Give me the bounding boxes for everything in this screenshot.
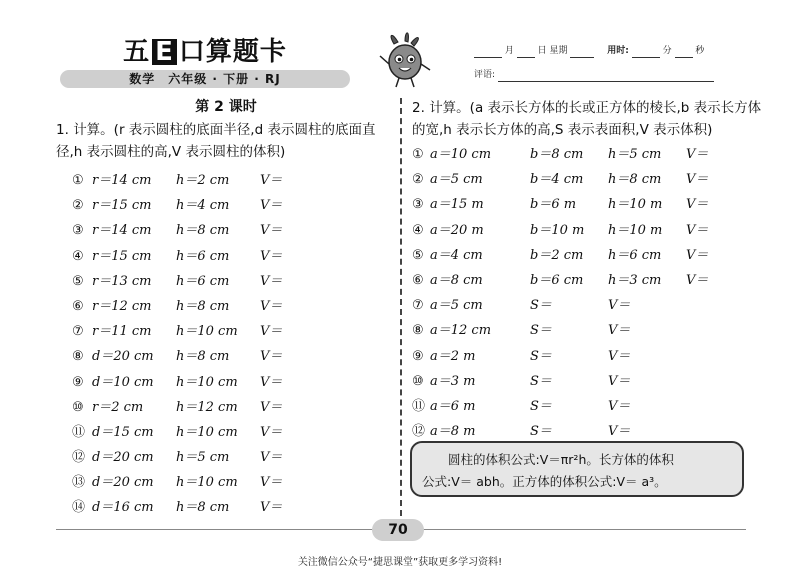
q1-row	[56, 269, 396, 294]
q2-cell-a: a＝5 cm	[430, 298, 483, 314]
q2-cell-b: S＝	[530, 298, 552, 314]
q1-cell-c: V＝	[260, 349, 283, 365]
q1-cell-c: V＝	[260, 374, 283, 390]
q2-cell-c: h＝10 m	[608, 222, 663, 238]
q2-cell-d: V＝	[686, 247, 709, 263]
q2-cell-a: a＝4 cm	[430, 247, 483, 263]
q1-cell-b: h＝10 cm	[176, 324, 238, 340]
q2-cell-b: b＝6 cm	[530, 272, 584, 288]
q2-cell-idx: ⑦	[412, 298, 424, 314]
q1-cell-idx: ⑭	[72, 500, 86, 516]
q1-cell-c: V＝	[260, 475, 283, 491]
q1-cell-b: h＝2 cm	[176, 173, 230, 188]
q1-cell-b: h＝10 cm	[176, 475, 238, 491]
q1-cell-c: V＝	[260, 223, 283, 239]
q2-cell-a: a＝2 m	[430, 348, 476, 364]
q1-cell-a: r＝15 cm	[92, 248, 152, 264]
q1-cell-a: d＝10 cm	[92, 374, 154, 390]
minute-blank[interactable]	[632, 48, 660, 58]
q2-row	[412, 394, 762, 419]
q2-cell-b: S＝	[530, 398, 552, 414]
q2-cell-a: a＝8 cm	[430, 272, 483, 288]
q1-row	[56, 420, 396, 445]
q1-cell-b: h＝8 cm	[176, 298, 230, 314]
q2-cell-a: a＝8 m	[430, 424, 476, 440]
weekday-blank[interactable]	[570, 48, 594, 58]
q2-cell-b: S＝	[530, 323, 552, 339]
q2-cell-b: S＝	[530, 373, 552, 389]
lesson-title: 第 2 课时	[195, 99, 257, 115]
q1-row	[56, 395, 396, 420]
q2-row	[412, 268, 762, 293]
q1-cell-a: d＝20 cm	[92, 349, 154, 365]
q2-row	[412, 369, 762, 394]
q2-row	[412, 192, 762, 217]
q1-cell-c: V＝	[260, 500, 283, 516]
q2-cell-c: h＝6 cm	[608, 247, 662, 263]
q1-cell-c: V＝	[260, 324, 283, 340]
q2-row	[412, 344, 762, 369]
q1-cell-a: r＝2 cm	[92, 399, 144, 415]
formula-box	[410, 441, 744, 497]
q1-cell-a: d＝20 cm	[92, 450, 154, 466]
q2-cell-idx: ⑪	[412, 398, 426, 414]
q2-cell-idx: ①	[412, 147, 424, 162]
q2-row	[412, 293, 762, 318]
q2-cell-c: h＝8 cm	[608, 172, 662, 188]
q2-cell-c: V＝	[608, 323, 631, 339]
q2-cell-c: V＝	[608, 398, 631, 414]
q1-cell-a: r＝13 cm	[92, 273, 152, 289]
q1-cell-idx: ⑪	[72, 424, 86, 440]
q1-cell-a: r＝12 cm	[92, 298, 152, 314]
q1-cell-idx: ②	[72, 198, 84, 214]
q1-cell-a: r＝14 cm	[92, 173, 152, 188]
q1-cell-a: r＝15 cm	[92, 198, 152, 214]
formula-line-1: 圆柱的体积公式:V＝πr²h。长方体的体积	[448, 452, 674, 467]
q1-cell-a: d＝20 cm	[92, 475, 154, 491]
header-title-block	[60, 36, 350, 88]
q2-cell-a: a＝10 cm	[430, 147, 492, 162]
q1-cell-idx: ③	[72, 223, 84, 239]
q2-cell-a: a＝6 m	[430, 398, 476, 414]
q1-row	[56, 244, 396, 269]
date-row: 月 日 星期 用时: 分 秒	[474, 44, 724, 58]
q1-row	[56, 294, 396, 319]
q1-cell-c: V＝	[260, 273, 283, 289]
q2-row	[412, 142, 762, 167]
q1-cell-a: r＝14 cm	[92, 223, 152, 239]
q1-cell-c: V＝	[260, 198, 283, 214]
q1-cell-c: V＝	[260, 298, 283, 314]
q1-cell-c: V＝	[260, 248, 283, 264]
page-number: 70	[372, 519, 424, 541]
q2-row	[412, 243, 762, 268]
q1-cell-a: r＝11 cm	[92, 324, 152, 340]
q2-cell-idx: ⑨	[412, 348, 424, 364]
q2-cell-c: V＝	[608, 373, 631, 389]
brand-title	[60, 36, 350, 68]
q2-cell-d: V＝	[686, 197, 709, 213]
question-1-column	[56, 97, 396, 521]
q1-row	[56, 470, 396, 495]
subject-bar: 数学 六年级 · 下册 · RJ	[60, 70, 350, 88]
brand-e: E	[152, 39, 177, 65]
q1-cell-idx: ④	[72, 248, 84, 264]
q2-cell-a: a＝12 cm	[430, 323, 492, 339]
q1-cell-idx: ⑩	[72, 399, 84, 415]
q1-row	[56, 168, 396, 193]
q2-instructions: 2. 计算。(a 表示长方体的长或正方体的棱长,b 表示长方体的宽,h 表示长方体的高,S 表示表面积,V 表示体积)	[412, 100, 762, 138]
q1-row	[56, 445, 396, 470]
q1-cell-c: V＝	[260, 450, 283, 466]
q2-cell-d: V＝	[686, 172, 709, 188]
question-2-column	[412, 97, 762, 444]
q2-cell-d: V＝	[686, 272, 709, 288]
q2-cell-b: S＝	[530, 424, 552, 440]
formula-line-2: 公式:V＝ abh。正方体的体积公式:V＝ a³。	[422, 474, 667, 489]
q2-cell-b: b＝2 cm	[530, 247, 584, 263]
q1-cell-idx: ⑨	[72, 374, 84, 390]
footer-note: 关注微信公众号“捷思课堂”获取更多学习资料!	[297, 557, 503, 568]
q1-cell-c: V＝	[260, 424, 283, 440]
q2-cell-c: h＝5 cm	[608, 147, 662, 162]
header-info	[474, 44, 724, 82]
month-blank[interactable]	[474, 48, 502, 58]
q2-cell-c: h＝3 cm	[608, 272, 662, 288]
q1-instructions: 1. 计算。(r 表示圆柱的底面半径,d 表示圆柱的底面直径,h 表示圆柱的高,V 表示圆柱的体积)	[56, 122, 376, 160]
q2-cell-idx: ⑩	[412, 373, 424, 389]
comment-blank[interactable]	[498, 72, 714, 82]
brand-pre: 五	[123, 37, 151, 67]
q2-cell-idx: ③	[412, 197, 424, 213]
mascot-icon	[374, 28, 436, 90]
q1-row	[56, 370, 396, 395]
q1-cell-idx: ⑤	[72, 273, 84, 289]
q2-cell-c: V＝	[608, 348, 631, 364]
brand-post: 口算题卡	[178, 37, 287, 67]
q1-cell-b: h＝6 cm	[176, 273, 230, 289]
second-blank[interactable]	[675, 48, 693, 58]
q1-rows	[56, 168, 396, 521]
q1-cell-a: d＝16 cm	[92, 500, 154, 516]
q2-cell-idx: ⑫	[412, 424, 426, 440]
q1-cell-b: h＝4 cm	[176, 198, 230, 214]
q2-cell-idx: ⑥	[412, 272, 424, 288]
q2-cell-d: V＝	[686, 147, 709, 162]
q1-cell-b: h＝5 cm	[176, 450, 230, 466]
q2-row	[412, 167, 762, 192]
q1-row	[56, 319, 396, 344]
q1-cell-idx: ⑥	[72, 298, 84, 314]
q2-row	[412, 318, 762, 343]
day-blank[interactable]	[517, 48, 535, 58]
q1-cell-idx: ⑫	[72, 450, 86, 466]
q1-cell-b: h＝8 cm	[176, 223, 230, 239]
q2-cell-idx: ②	[412, 172, 424, 188]
q1-cell-b: h＝10 cm	[176, 424, 238, 440]
q2-cell-idx: ⑤	[412, 247, 424, 263]
q2-cell-d: V＝	[686, 222, 709, 238]
q2-cell-b: b＝8 cm	[530, 147, 584, 162]
column-divider	[400, 98, 402, 516]
q2-cell-b: b＝10 m	[530, 222, 585, 238]
q2-cell-idx: ⑧	[412, 323, 424, 339]
q2-row	[412, 218, 762, 243]
q2-cell-a: a＝3 m	[430, 373, 476, 389]
q2-cell-c: V＝	[608, 424, 631, 440]
q2-cell-idx: ④	[412, 222, 424, 238]
q2-cell-b: b＝4 cm	[530, 172, 584, 188]
q1-cell-idx: ①	[72, 173, 84, 188]
q2-cell-b: b＝6 m	[530, 197, 577, 213]
q1-cell-b: h＝8 cm	[176, 349, 230, 365]
q2-cell-a: a＝5 cm	[430, 172, 483, 188]
q1-row	[56, 193, 396, 218]
q1-row	[56, 495, 396, 520]
q2-cell-c: h＝10 m	[608, 197, 663, 213]
q1-cell-c: V＝	[260, 399, 283, 415]
q1-row	[56, 218, 396, 243]
q2-cell-c: V＝	[608, 298, 631, 314]
q1-cell-idx: ⑬	[72, 475, 86, 491]
q1-cell-b: h＝8 cm	[176, 500, 230, 516]
q1-cell-c: V＝	[260, 173, 283, 188]
q1-cell-b: h＝10 cm	[176, 374, 238, 390]
q2-cell-b: S＝	[530, 348, 552, 364]
q1-cell-a: d＝15 cm	[92, 424, 154, 440]
q1-cell-idx: ⑧	[72, 349, 84, 365]
comment-row: 评语:	[474, 68, 724, 82]
q2-cell-a: a＝15 m	[430, 197, 484, 213]
q1-cell-b: h＝12 cm	[176, 399, 238, 415]
q1-cell-b: h＝6 cm	[176, 248, 230, 264]
q1-cell-idx: ⑦	[72, 324, 84, 340]
q2-cell-a: a＝20 m	[430, 222, 484, 238]
q1-row	[56, 344, 396, 369]
q2-rows	[412, 142, 762, 444]
